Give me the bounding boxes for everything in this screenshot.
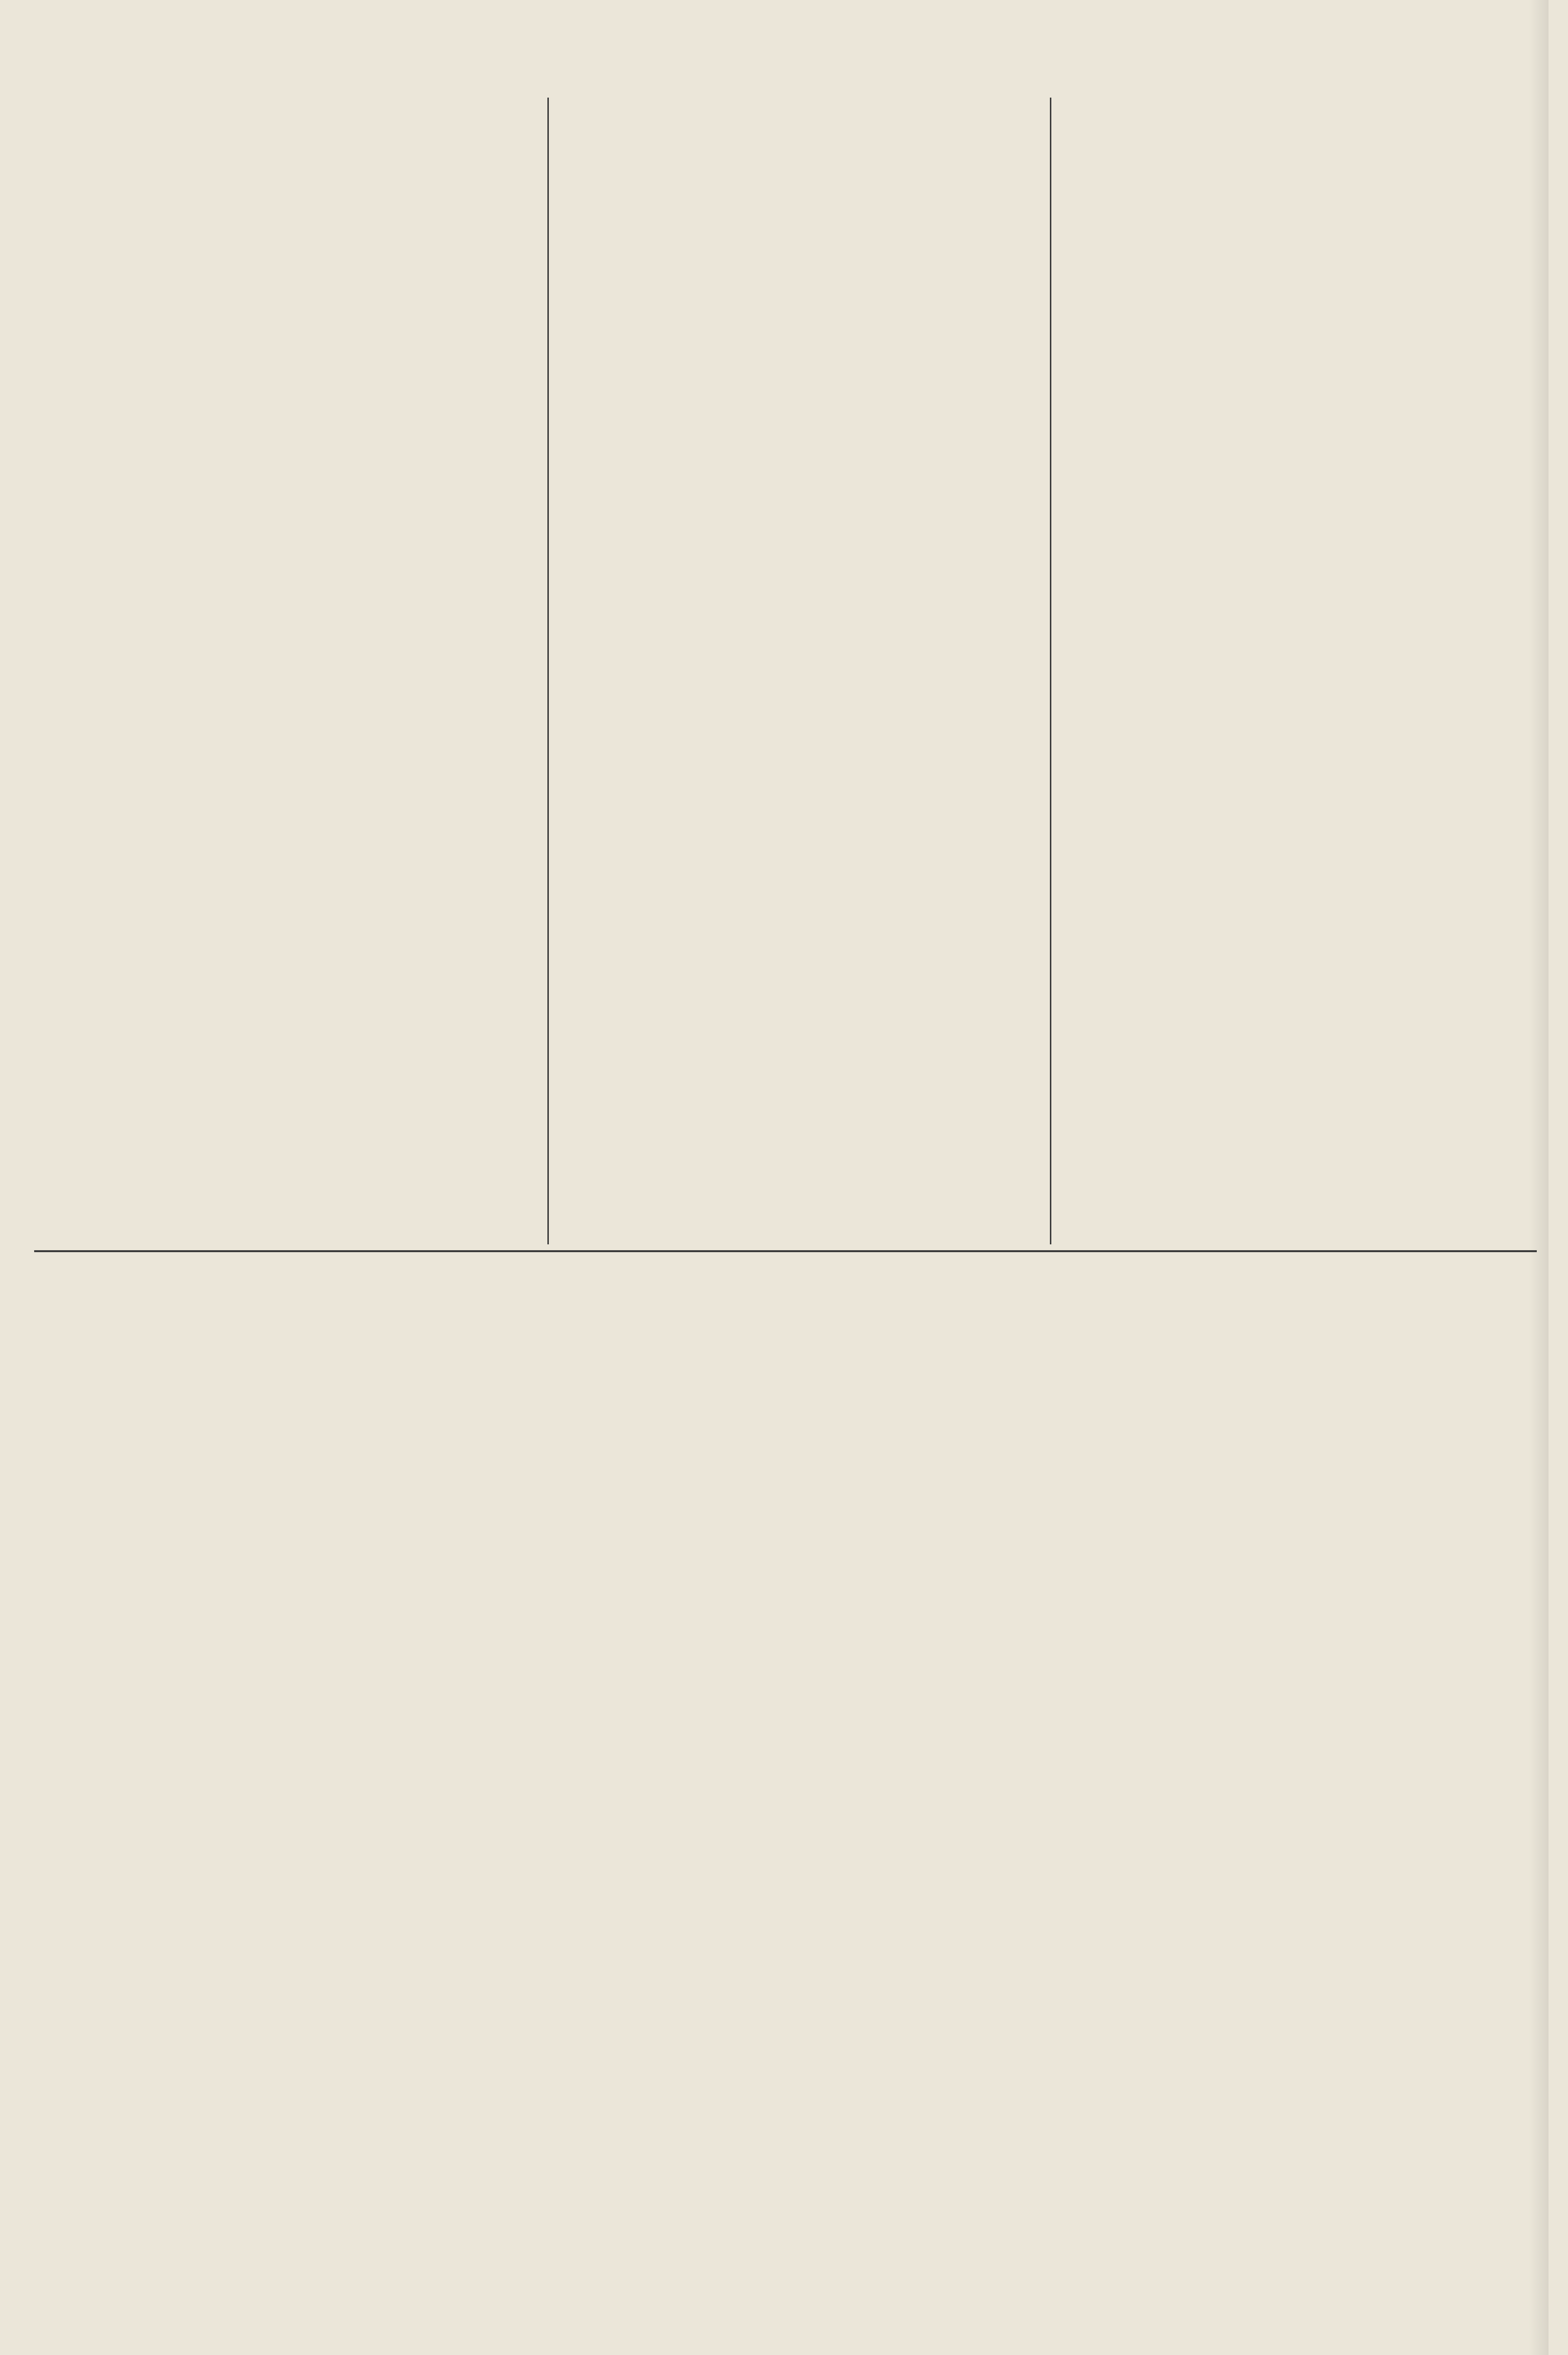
news-column-right: [1059, 102, 1537, 1239]
section-divider: [34, 1250, 1537, 1252]
news-column-left: [34, 102, 542, 1239]
feuilleton-column-1: [34, 1264, 542, 2328]
column-divider: [1050, 98, 1051, 1244]
page-number: [20, 39, 88, 78]
feuilleton-column-3: [1059, 1264, 1537, 2328]
column-divider: [547, 98, 549, 1244]
news-column-middle: [556, 102, 1044, 1239]
page-fold-shadow: [1529, 0, 1548, 2355]
feuilleton-column-2: [556, 1264, 1044, 2328]
